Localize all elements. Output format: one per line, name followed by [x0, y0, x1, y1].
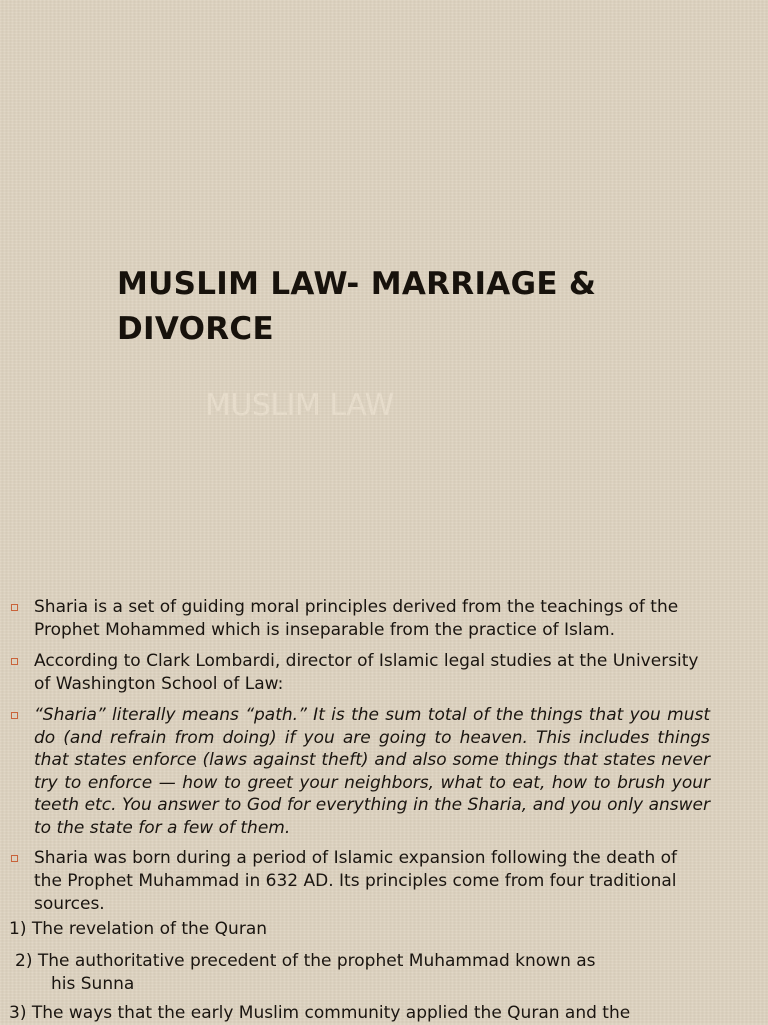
- content-slide: [0, 592, 768, 1024]
- title-line-1: MUSLIM LAW- MARRIAGE &: [117, 266, 597, 302]
- bullet-item: [0, 847, 768, 916]
- bullet-text: Sharia is a set of guiding moral principles derived from the teachings of the Prophet Mohammed which is inseparable from the practice of Islam.: [34, 597, 679, 640]
- bullet-text: “Sharia” literally means “path.” It is the sum total of the things that you must do (and refrain from doing) if you are going to heaven. This includes things that states enforce (laws against theft) and also some things that states never try to enforce — how to greet your neighbors, what to eat, how to brush your teeth etc. You answer to God for everything in the Sharia, and you only answer to the state for a few of them.: [34, 705, 710, 838]
- bullet-item: [0, 596, 768, 642]
- square-bullet-icon: [11, 855, 18, 862]
- bullet-text: Sharia was born during a period of Islamic expansion following the death of the Prophet Muhammad in 632 AD. Its principles come from four traditional sources.: [34, 848, 678, 914]
- square-bullet-icon: [11, 604, 18, 611]
- bullet-item-quote: [0, 704, 768, 839]
- slide-title: [117, 262, 677, 352]
- bullet-list: [0, 592, 768, 916]
- numbered-item-2: [15, 950, 768, 996]
- square-bullet-icon: [11, 712, 18, 719]
- numbered-item-2-line-1: 2) The authoritative precedent of the prophet Muhammad known as: [15, 951, 596, 971]
- numbered-item-2-line-2: his Sunna: [51, 974, 135, 994]
- square-bullet-icon: [11, 658, 18, 665]
- slide-subtitle: MUSLIM LAW: [205, 388, 394, 423]
- title-line-2: DIVORCE: [117, 311, 274, 347]
- numbered-item-1: 1) The revelation of the Quran: [9, 919, 268, 939]
- numbered-item-3: 3) The ways that the early Muslim community applied the Quran and the: [9, 1003, 631, 1023]
- bullet-text: According to Clark Lombardi, director of Islamic legal studies at the University of Washington School of Law:: [34, 651, 699, 694]
- bullet-item: [0, 650, 768, 696]
